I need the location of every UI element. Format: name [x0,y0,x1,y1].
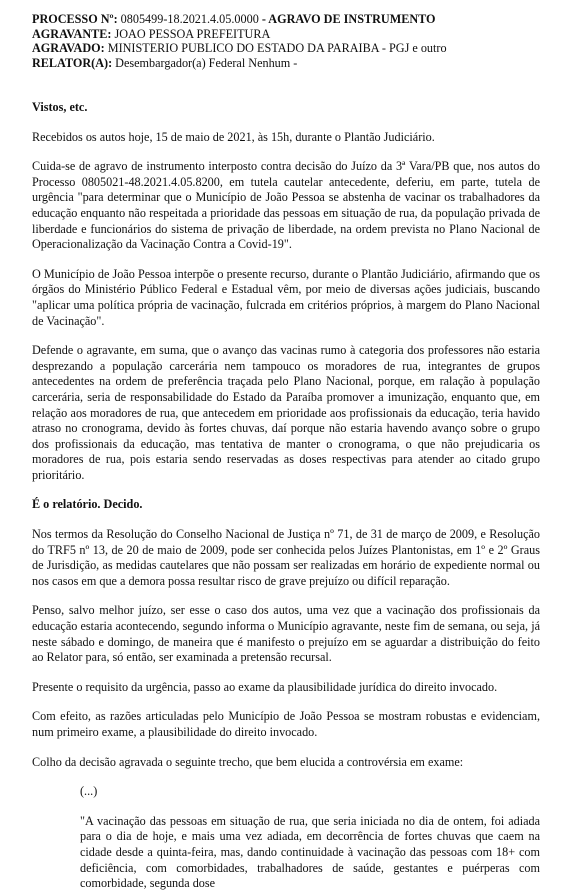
paragraph-urgency: Penso, salvo melhor juízo, ser esse o caso dos autos, uma vez que a vacinação dos profissionais da educação estaria acontecendo, segundo informa o Município agravante, neste fim de semana, ou seja, já neste sábado e domingo, de maneira que é manifesto o prejuízo em se aguardar a distribuição do feito ao Relator para, só então, ser examinada a pretensão recursal. [32,603,540,665]
paragraph-received: Recebidos os autos hoje, 15 de maio de 2021, às 15h, durante o Plantão Judiciário. [32,129,435,144]
case-header [32,12,540,70]
paragraph-resolution: Nos termos da Resolução do Conselho Nacional de Justiça nº 71, de 31 de março de 2009, e Resolução do TRF5 nº 13, de 20 de maio de 2009, pode ser conhecida pelos Juízes Plantonistas, em 1º e 2º Graus de Jurisdição, as medidas cautelares que não possam ser realizadas em horário de expediente normal ou nos casos em que a demora possa resultar risco de grave prejuízo ou difícil reparação. [32,527,540,588]
agravante-line [32,27,540,42]
relator-label: RELATOR(A): [32,55,113,70]
agravado-label: AGRAVADO: [32,41,105,55]
relatorio-heading: É o relatório. Decido. [32,497,143,512]
agravado-value: MINISTERIO PUBLICO DO ESTADO DA PARAIBA - PGJ e outro [107,41,447,55]
agravado-line [32,41,540,56]
processo-separator: - [258,12,269,26]
vistos-heading: Vistos, etc. [32,100,88,114]
agravante-label: AGRAVANTE: [32,26,112,41]
paragraph-excerpt-intro: Colho da decisão agravada o seguinte trecho, que bem elucida a controvérsia em exame: [32,754,464,769]
quote-text: "A vacinação das pessoas em situação de rua, que seria iniciada no dia de ontem, foi adiada para o dia de hoje, e mais uma vez adiada, em decorrência de fortes chuvas que caem na cidade desde a quinta-feira, mas, dando continuidade à vacinação das pessoas com 18+ com deficiência, com comorbidades, trabalhadores de saúde, gestantes e puérperas com comorbidade, segunda dose [80,813,540,891]
processo-label: PROCESSO Nº: [32,12,118,26]
agravante-value: JOAO PESSOA PREFEITURA [114,26,271,41]
relator-value: Desembargador(a) Federal Nenhum - [115,55,298,70]
processo-class: AGRAVO DE INSTRUMENTO [268,12,436,26]
paragraph-defense: Defende o agravante, em suma, que o avanço das vacinas rumo à categoria dos professores não estaria desprezando a população carcerária nem tampouco os moradores de rua, integrantes de grupos antecedentes na ordem de preferência traçada pelo Plano Nacional, porque, em ralação à população carcerária, seria de responsabilidade do Estado da Paraíba promover a imunização, enquanto que, em relação aos moradores de rua, que antecedem em prioridade aos profissionais da educação, teria havido atraso no cronograma, devido às fortes chuvas, daí porque não estaria havendo avanço sobre o grupo dos profissionais da educação, mas tentativa de manter o cronograma, o que não prejudicaria os moradores de rua, pois estaria sendo reservadas as doses respectivas para atender ao citado grupo prioritário. [32,343,540,482]
processo-line [32,12,540,27]
paragraph-case-summary: Cuida-se de agravo de instrumento interposto contra decisão do Juízo da 3ª Vara/PB que, nos autos do Processo 0805021-48.2021.4.05.8200, em tutela cautelar antecedente, deferiu, em parte, tutela de urgência "para determinar que o Município de João Pessoa se abstenha de vacinar os trabalhadores da educação enquanto não respeitada a prioridade das pessoas em situação de rua, da população privada de liberdade e funcionários do sistema de privação de liberdade, na ordem prevista no Plano Nacional de Operacionalização da Vacinação Contra a Covid-19". [32,159,540,252]
relator-line [32,56,540,71]
paragraph-requirement: Presente o requisito da urgência, passo ao exame da plausibilidade jurídica do direito invocado. [32,679,498,694]
quote-ellipsis: (...) [80,784,98,799]
paragraph-appeal: O Município de João Pessoa interpõe o presente recurso, durante o Plantão Judiciário, afirmando que os órgãos do Ministério Público Federal e Estadual vêm, por meio de diversas ações judiciais, buscando "aplicar uma política própria de vacinação, fulcrada em critérios próprios, à margem do Plano Nacional de Vacinação". [32,266,540,328]
paragraph-plausibility: Com efeito, as razões articuladas pelo Município de João Pessoa se mostram robustas e evidenciam, num primeiro exame, a plausibilidade do direito invocado. [32,709,540,739]
processo-number: 0805499-18.2021.4.05.0000 [120,12,259,26]
